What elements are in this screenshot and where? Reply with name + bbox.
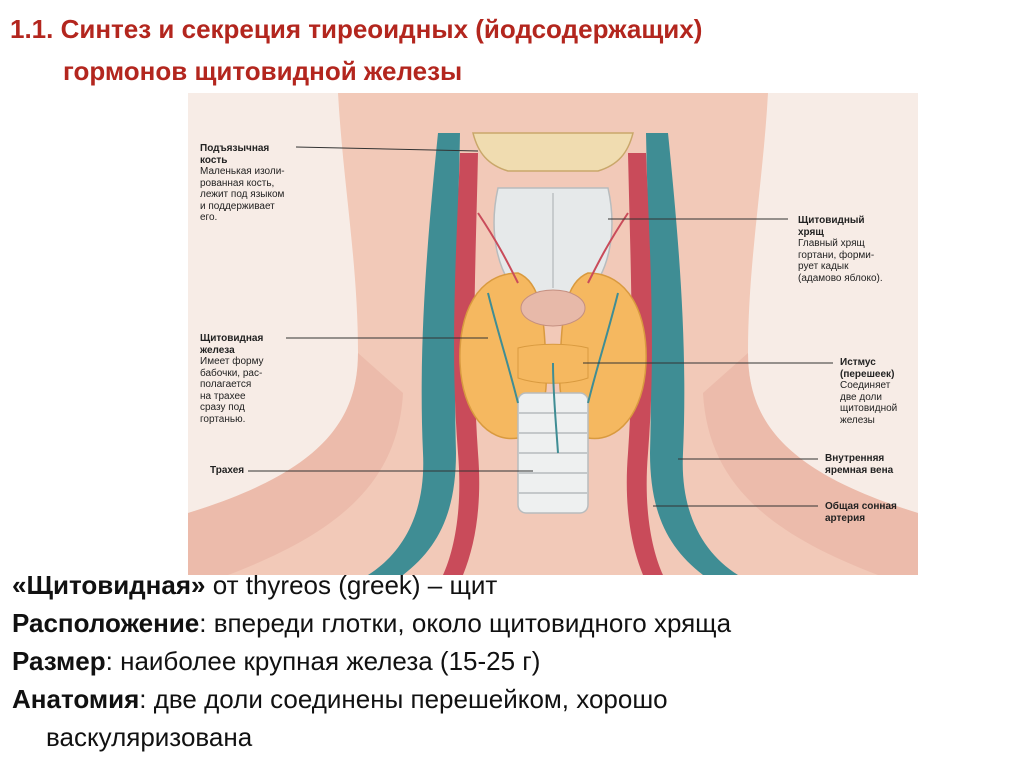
etymology-term: «Щитовидная» xyxy=(12,570,206,600)
title-line-1: 1.1. Синтез и секреция тиреоидных (йодсодержащих) xyxy=(10,14,703,44)
size-line xyxy=(12,642,1012,680)
hyoid-bone xyxy=(473,133,633,171)
title-line-2: гормонов щитовидной железы xyxy=(63,56,463,86)
callout-isthmus-text-1: Соединяет xyxy=(840,380,891,391)
callout-carotid-heading-2: артерия xyxy=(825,512,866,524)
anatomy-text-continued: васкуляризована xyxy=(46,722,253,752)
callout-gland-text-2: бабочки, рас- xyxy=(200,367,263,379)
callout-hyoid-heading-1: Подъязычная xyxy=(200,143,270,154)
callout-thyroid-cartilage xyxy=(798,215,883,284)
cricoid-cartilage xyxy=(521,290,585,326)
callout-isthmus-heading-2: (перешеек) xyxy=(840,368,895,380)
callout-carotid-heading-1: Общая сонная xyxy=(825,501,897,512)
slide-body-text xyxy=(12,566,1012,756)
etymology-line xyxy=(12,566,1012,604)
slide-title xyxy=(10,8,1010,92)
anatomy-label: Анатомия xyxy=(12,684,140,714)
location-text: : впереди глотки, около щитовидного хряща xyxy=(199,608,732,638)
callout-isthmus-text-4: железы xyxy=(840,414,875,426)
callout-cartilage-text-2: гортани, форми- xyxy=(798,249,875,261)
callout-jugular-vein xyxy=(825,453,893,476)
callout-cartilage-text-1: Главный хрящ xyxy=(798,238,865,249)
size-text: : наиболее крупная железа (15-25 г) xyxy=(105,646,541,676)
callout-hyoid-text-3: лежит под языком xyxy=(200,189,285,200)
callout-trachea-heading: Трахея xyxy=(210,465,245,476)
callout-gland-text-5: сразу под xyxy=(200,402,245,413)
callout-hyoid xyxy=(200,143,285,224)
callout-trachea xyxy=(210,465,244,477)
anatomy-line xyxy=(12,680,1012,718)
location-label: Расположение xyxy=(12,608,200,638)
anatomy-text: : две доли соединены перешейком, хорошо xyxy=(139,684,668,714)
anatomy-illustration xyxy=(188,93,918,575)
callout-isthmus-text-2: две доли xyxy=(840,391,882,403)
callout-isthmus xyxy=(840,357,897,426)
callout-gland-text-1: Имеет форму xyxy=(200,356,264,367)
etymology-definition: от thyreos (greek) – щит xyxy=(212,570,498,600)
callout-hyoid-text-5: его. xyxy=(200,212,218,223)
callout-cartilage-text-3: рует кадык xyxy=(798,261,849,272)
callout-hyoid-text-1: Маленькая изоли- xyxy=(200,166,285,177)
callout-isthmus-heading-1: Истмус xyxy=(840,357,876,368)
callout-gland-heading-2: железа xyxy=(200,344,235,356)
callout-hyoid-text-2: рованная кость, xyxy=(200,177,275,189)
callout-hyoid-heading-2: кость xyxy=(200,154,228,166)
callout-isthmus-text-3: щитовидной xyxy=(840,403,898,414)
callout-gland-text-3: полагается xyxy=(200,379,252,390)
location-line xyxy=(12,604,1012,642)
size-label: Размер xyxy=(12,646,106,676)
callout-thyroid-gland xyxy=(200,333,264,425)
callout-jugular-heading-1: Внутренняя xyxy=(825,453,885,464)
callout-gland-heading-1: Щитовидная xyxy=(200,333,264,344)
callout-jugular-heading-2: яремная вена xyxy=(825,464,894,476)
callout-cartilage-heading-1: Щитовидный xyxy=(798,215,865,226)
thyroid-anatomy-figure xyxy=(188,93,918,575)
callout-cartilage-text-4: (адамово яблоко). xyxy=(798,272,883,284)
callout-cartilage-heading-2: хрящ xyxy=(798,226,824,238)
callout-hyoid-text-4: и поддерживает xyxy=(200,200,275,212)
callout-carotid-artery xyxy=(825,501,897,524)
callout-gland-text-6: гортанью. xyxy=(200,413,246,425)
callout-gland-text-4: на трахее xyxy=(200,390,246,402)
